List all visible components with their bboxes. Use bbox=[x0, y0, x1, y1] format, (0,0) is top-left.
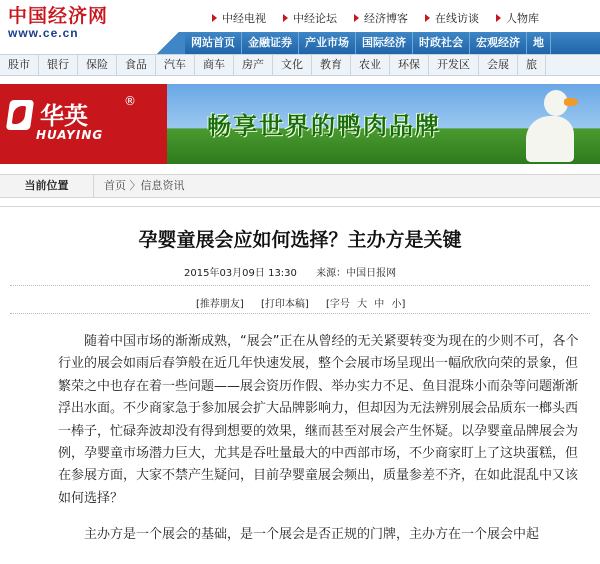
top-link-forum[interactable] bbox=[283, 9, 337, 27]
nav-item-macro[interactable]: 宏观经济 bbox=[470, 32, 527, 54]
sub-nav-item[interactable]: 文化 bbox=[273, 55, 312, 75]
banner-slogan: 畅享世界的鸭肉品牌 bbox=[207, 112, 441, 140]
article-paragraph: 主办方是一个展会的基础，是一个展会是否正规的门牌，主办方在一个展会中起 bbox=[84, 527, 540, 543]
nav-item-industry[interactable]: 产业市场 bbox=[299, 32, 356, 54]
print-link[interactable]: [打印本稿] bbox=[261, 299, 309, 310]
recommend-link[interactable]: [推荐朋友] bbox=[196, 299, 244, 310]
sub-nav-item[interactable]: 银行 bbox=[39, 55, 78, 75]
sub-nav-item[interactable]: 股市 bbox=[0, 55, 39, 75]
sub-nav-item[interactable]: 房产 bbox=[234, 55, 273, 75]
article-tools bbox=[196, 295, 409, 310]
breadcrumb-path[interactable]: 首页 〉信息资讯 bbox=[104, 179, 185, 192]
divider bbox=[10, 313, 590, 314]
huaying-logo-icon bbox=[6, 100, 34, 130]
nav-item-politics[interactable]: 时政社会 bbox=[413, 32, 470, 54]
sub-nav-item[interactable]: 开发区 bbox=[429, 55, 479, 75]
arrow-right-icon bbox=[425, 14, 430, 22]
top-link-tv[interactable] bbox=[212, 9, 266, 27]
arrow-right-icon bbox=[354, 14, 359, 22]
sub-nav-item[interactable]: 保险 bbox=[78, 55, 117, 75]
sub-nav-item[interactable]: 旅 bbox=[518, 55, 546, 75]
site-header bbox=[0, 0, 600, 40]
sub-nav-item[interactable]: 会展 bbox=[479, 55, 518, 75]
top-link-people[interactable] bbox=[496, 9, 539, 27]
nav-decoration bbox=[150, 32, 185, 54]
article bbox=[0, 206, 600, 564]
article-meta bbox=[184, 264, 412, 279]
nav-item-finance[interactable]: 金融证券 bbox=[242, 32, 299, 54]
breadcrumb-label: 当前位置 bbox=[0, 175, 94, 197]
top-link-interview[interactable] bbox=[425, 9, 479, 27]
breadcrumb bbox=[0, 174, 600, 198]
logo-text: 中国经济网 bbox=[8, 5, 109, 27]
article-body bbox=[58, 331, 590, 547]
banner-slogan-panel bbox=[167, 84, 600, 164]
divider bbox=[10, 285, 590, 286]
top-links bbox=[212, 9, 556, 27]
sub-nav bbox=[0, 54, 600, 76]
nav-item-local[interactable]: 地 bbox=[527, 32, 551, 54]
article-title: 孕婴童展会应如何选择？主办方是关键 bbox=[138, 229, 462, 251]
sub-nav-item[interactable]: 食品 bbox=[117, 55, 156, 75]
top-link-label: 中经电视 bbox=[222, 12, 266, 25]
banner-brand-panel bbox=[0, 84, 167, 164]
arrow-right-icon bbox=[283, 14, 288, 22]
site-logo[interactable] bbox=[8, 6, 158, 42]
nav-item-home[interactable]: 网站首页 bbox=[185, 32, 242, 54]
font-size-big[interactable]: 大 bbox=[357, 299, 368, 310]
registered-mark: ® bbox=[124, 94, 136, 108]
duck-icon bbox=[526, 88, 580, 162]
article-source: 来源：中国日报网 bbox=[316, 268, 397, 279]
sub-nav-item[interactable]: 商车 bbox=[195, 55, 234, 75]
nav-item-international[interactable]: 国际经济 bbox=[356, 32, 413, 54]
font-size-small[interactable]: 小] bbox=[391, 299, 406, 310]
arrow-right-icon bbox=[496, 14, 501, 22]
article-paragraph: 随着中国市场的渐渐成熟，“展会”正在从曾经的无关紧要转变为现在的少则不可，各个行业的展会如雨后春笋般在近几年快速发展，整个会展市场呈现出一幅欣欣向荣的景象，但繁荣之中也存在着一些问题——展会资历作假、举办实力不足、鱼目混珠小而杂等问题渐渐浮出水面。不少商家急于参加展会扩大品牌影响力，但却因为无法辨别展会品质东一榔头西一棒子，忙碌奔波却没有得到想要的效果，继而甚至对展会产生怀疑。以孕婴童品牌展会为例，孕婴童市场潜力巨大，尤其是吞吐量最大的中西部市场，不少商家盯上了这块蛋糕，但在参展方面，大家不禁产生疑问，目前孕婴童展会频出，质量参差不齐，在如此混乱中又该如何选择？ bbox=[58, 334, 579, 506]
font-size-label: [字号 bbox=[326, 299, 350, 310]
top-link-label: 人物库 bbox=[506, 12, 539, 25]
logo-url: www.ce.cn bbox=[8, 26, 79, 40]
sub-nav-item[interactable]: 汽车 bbox=[156, 55, 195, 75]
banner-brand-en: HUAYING bbox=[36, 128, 104, 142]
ad-banner[interactable] bbox=[0, 84, 600, 164]
sub-nav-item[interactable]: 教育 bbox=[312, 55, 351, 75]
article-date: 2015年03月09日 13:30 bbox=[184, 268, 297, 279]
arrow-right-icon bbox=[212, 14, 217, 22]
sub-nav-item[interactable]: 环保 bbox=[390, 55, 429, 75]
sub-nav-item[interactable]: 农业 bbox=[351, 55, 390, 75]
top-link-blog[interactable] bbox=[354, 9, 408, 27]
banner-brand-cn: 华英 bbox=[40, 102, 88, 130]
font-size-medium[interactable]: 中 bbox=[374, 299, 385, 310]
main-nav bbox=[185, 32, 600, 54]
top-link-label: 经济博客 bbox=[364, 12, 408, 25]
top-link-label: 中经论坛 bbox=[293, 12, 337, 25]
top-link-label: 在线访谈 bbox=[435, 12, 479, 25]
